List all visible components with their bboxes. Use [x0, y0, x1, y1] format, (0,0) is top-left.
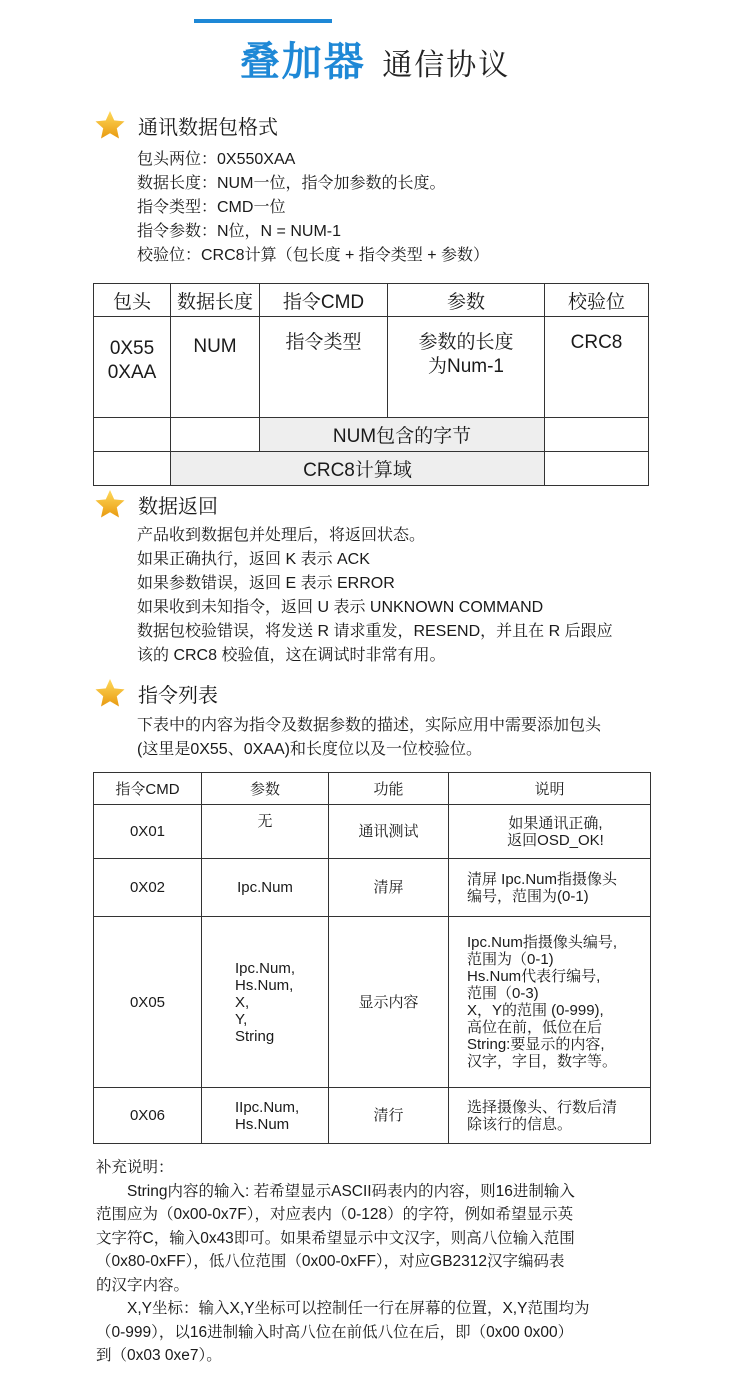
packet-format-text: [137, 148, 489, 268]
table-header: 指令CMD: [94, 773, 202, 805]
desc-cell: 如果通讯正确, 返回OSD_OK!: [449, 805, 651, 859]
text-line: 数据包校验错误，将发送 R 请求重发，RESEND，并且在 R 后跟应: [137, 623, 613, 640]
cmd-cell: 0X01: [94, 805, 202, 859]
supplement-text: [96, 1156, 656, 1368]
cmd-cell: 0X02: [94, 859, 202, 917]
page-title: [0, 30, 750, 87]
table-header: 数据长度: [171, 284, 260, 317]
func-cell: 显示内容: [329, 917, 449, 1088]
table-row: [94, 917, 651, 1088]
text-line: 下表中的内容为指令及数据参数的描述，实际应用中需要添加包头: [137, 717, 602, 734]
command-list-intro: [137, 714, 601, 762]
text-line: （0x80-0xFF），低八位范围（0x00-0xFF），对应GB2312汉字编码表: [96, 1253, 565, 1270]
star-icon: [94, 109, 126, 141]
text-line: 校验位：CRC8计算（包长度 + 指令类型 + 参数）: [137, 247, 490, 264]
text-line: X,Y坐标：输入X,Y坐标可以控制任一行在屏幕的位置，X,Y范围均为: [96, 1300, 590, 1317]
text-line: 范围应为（0x00-0x7F），对应表内（0-128）的字符，例如希望显示英: [96, 1206, 574, 1223]
text-line: 指令参数：N位，N = NUM-1: [137, 223, 342, 240]
text-line: 包头两位：0X550XAA: [137, 151, 296, 168]
section-return-data: [94, 486, 218, 522]
cmd-cell: 0X05: [94, 917, 202, 1088]
func-cell: 通讯测试: [329, 805, 449, 859]
text-line: 如果正确执行，返回 K 表示 ACK: [137, 551, 370, 568]
num-scope-cell: NUM包含的字节: [260, 418, 545, 452]
table-header: 包头: [94, 284, 171, 317]
return-data-text: [137, 524, 613, 668]
packet-param-cell: 参数的长度 为Num-1: [388, 317, 545, 418]
text-line: 产品收到数据包并处理后，将返回状态。: [137, 527, 426, 544]
param-cell: Ipc.Num, Hs.Num, X, Y, String: [202, 917, 329, 1088]
text-line: 该的 CRC8 校验值，这在调试时非常有用。: [137, 647, 446, 664]
table-row: [94, 317, 649, 418]
section-command-list: [94, 675, 218, 711]
star-icon: [94, 677, 126, 709]
cmd-cell: 0X06: [94, 1088, 202, 1144]
param-cell: Ipc.Num: [202, 859, 329, 917]
packet-format-table: [93, 283, 649, 486]
page-title-sub: 通信协议: [382, 49, 511, 82]
table-header: 参数: [202, 773, 329, 805]
text-line: 如果收到未知指令，返回 U 表示 UNKNOWN COMMAND: [137, 599, 544, 616]
text-line: 的汉字内容。: [96, 1276, 190, 1294]
func-cell: 清行: [329, 1088, 449, 1144]
packet-cmd-cell: 指令类型: [260, 317, 388, 418]
packet-crc-cell: CRC8: [545, 317, 649, 418]
section-title: 指令列表: [138, 684, 218, 707]
table-header: 校验位: [545, 284, 649, 317]
text-line: 如果参数错误，返回 E 表示 ERROR: [137, 575, 395, 592]
text-line: 数据长度：NUM一位，指令加参数的长度。: [137, 175, 446, 192]
table-row: [94, 805, 651, 859]
desc-cell: 选择摄像头、行数后清 除该行的信息。: [449, 1088, 651, 1144]
supplement-title: 补充说明：: [96, 1159, 174, 1176]
text-line: String内容的输入: 若希望显示ASCII码表内的内容，则16进制输入: [96, 1182, 575, 1200]
table-header: 功能: [329, 773, 449, 805]
text-line: 指令类型：CMD一位: [137, 199, 286, 216]
table-row: [94, 418, 649, 452]
desc-cell: 清屏 Ipc.Num指摄像头 编号，范围为(0-1): [449, 859, 651, 917]
text-line: （0-999），以16进制输入时高八位在前低八位在后，即（0x00 0x00）: [96, 1323, 574, 1341]
table-header: 参数: [388, 284, 545, 317]
desc-cell: Ipc.Num指摄像头编号, 范围为（0-1) Hs.Num代表行编号, 范围（0-3) X，Y的范围 (0-999), 高位在前，低位在后 String:要显示的内容, 汉字，字目，数字等。: [449, 917, 651, 1088]
func-cell: 清屏: [329, 859, 449, 917]
section-title: 通讯数据包格式: [138, 116, 278, 139]
section-title: 数据返回: [138, 495, 218, 518]
text-line: 到（0x03 0xe7）。: [96, 1347, 222, 1364]
crc-scope-cell: CRC8计算域: [171, 452, 545, 486]
section-packet-format: [94, 107, 278, 143]
text-line: 文字符C，输入0x43即可。如果希望显示中文汉字，则高八位输入范围: [96, 1229, 575, 1247]
packet-head-cell: 0X55 0XAA: [94, 317, 171, 418]
packet-length-cell: NUM: [171, 317, 260, 418]
command-table: [93, 772, 651, 1144]
page-title-main: 叠加器: [239, 40, 366, 84]
table-row: [94, 452, 649, 486]
param-cell: 无: [202, 805, 329, 859]
table-row: [94, 859, 651, 917]
table-header: 说明: [449, 773, 651, 805]
param-cell: IIpc.Num, Hs.Num: [202, 1088, 329, 1144]
text-line: (这里是0X55、0XAA)和长度位以及一位校验位。: [137, 741, 482, 758]
title-accent-bar: [194, 19, 332, 23]
star-icon: [94, 488, 126, 520]
table-row: [94, 1088, 651, 1144]
table-header: 指令CMD: [260, 284, 388, 317]
